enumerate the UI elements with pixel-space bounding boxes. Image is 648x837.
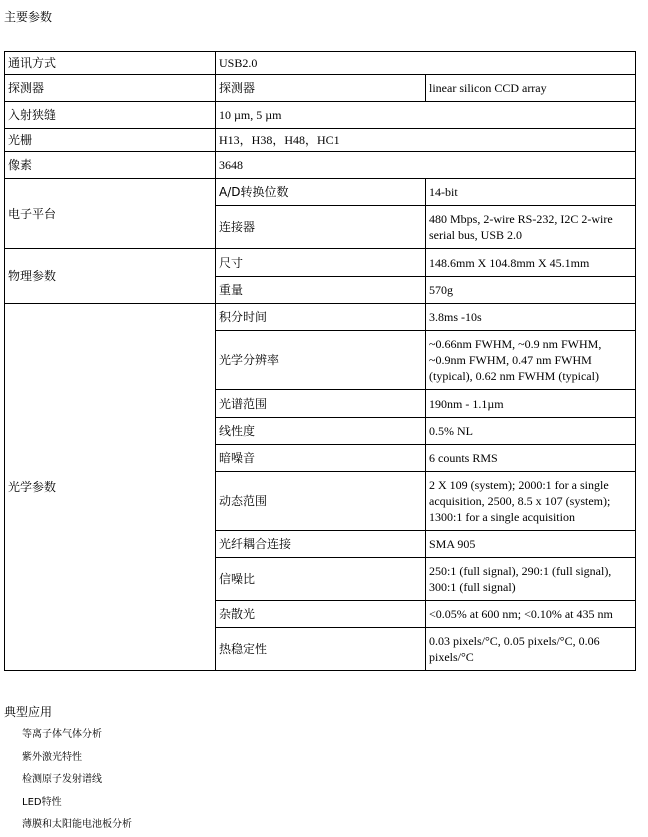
list-item: 薄膜和太阳能电池板分析 (22, 819, 132, 830)
pixels-label: 像素 (5, 152, 216, 179)
detector-sub-label: 探测器 (216, 75, 426, 102)
physical-label: 物理参数 (5, 249, 216, 304)
table-row (5, 249, 636, 277)
table-row (5, 304, 636, 331)
weight-label: 重量 (216, 277, 426, 304)
snr-value: 250:1 (full signal), 290:1 (full signal), 300:1 (full signal) (426, 558, 636, 601)
range-value: 190nm - 1.1µm (426, 390, 636, 418)
resolution-value: ~0.66nm FWHM, ~0.9 nm FWHM, ~0.9nm FWHM, 0.47 nm FWHM (typical), 0.62 nm FWHM (typical) (426, 331, 636, 390)
grating-value: H13，H38，H48，HC1 (216, 129, 636, 152)
table-row (5, 75, 636, 102)
integration-value: 3.8ms -10s (426, 304, 636, 331)
list-item: 检测原子发射谱线 (22, 774, 102, 785)
list-item: 紫外激光特性 (22, 751, 82, 763)
weight-value: 570g (426, 277, 636, 304)
dynamic-label: 动态范围 (216, 472, 426, 531)
noise-label: 暗噪音 (216, 445, 426, 472)
comm-value: USB2.0 (216, 52, 636, 75)
detector-value: linear silicon CCD array (426, 75, 636, 102)
thermal-label: 热稳定性 (216, 628, 426, 671)
detector-label: 探测器 (5, 75, 216, 102)
comm-label: 通讯方式 (5, 52, 216, 75)
fiber-label: 光纤耦合连接 (216, 531, 426, 558)
connector-value: 480 Mbps, 2-wire RS-232, I2C 2-wire serial bus, USB 2.0 (426, 206, 636, 249)
pixels-value: 3648 (216, 152, 636, 179)
ad-value: 14-bit (426, 179, 636, 206)
applications-title: 典型应用 (4, 705, 53, 719)
grating-label: 光栅 (5, 129, 216, 152)
stray-value: <0.05% at 600 nm; <0.10% at 435 nm (426, 601, 636, 628)
spec-table (4, 51, 636, 671)
optical-label: 光学参数 (5, 304, 216, 671)
ad-label: A/D转换位数 (216, 179, 426, 206)
fiber-value: SMA 905 (426, 531, 636, 558)
table-row (5, 129, 636, 152)
noise-value: 6 counts RMS (426, 445, 636, 472)
list-item: 等离子体气体分析 (22, 729, 102, 740)
table-row (5, 179, 636, 206)
size-label: 尺寸 (216, 249, 426, 277)
size-value: 148.6mm X 104.8mm X 45.1mm (426, 249, 636, 277)
stray-label: 杂散光 (216, 601, 426, 628)
table-row (5, 152, 636, 179)
applications-list (22, 724, 132, 837)
slit-label: 入射狭缝 (5, 102, 216, 129)
page-title: 主要参数 (4, 10, 53, 24)
dynamic-value: 2 X 109 (system); 2000:1 for a single acquisition, 2500, 8.5 x 107 (system); 1300:1 for a single acquisition (426, 472, 636, 531)
list-item: LED特性 (22, 796, 62, 808)
electronics-label: 电子平台 (5, 179, 216, 249)
integration-label: 积分时间 (216, 304, 426, 331)
resolution-label: 光学分辨率 (216, 331, 426, 390)
linearity-value: 0.5% NL (426, 418, 636, 445)
thermal-value: 0.03 pixels/°C, 0.05 pixels/°C, 0.06 pixels/°C (426, 628, 636, 671)
linearity-label: 线性度 (216, 418, 426, 445)
connector-label: 连接器 (216, 206, 426, 249)
range-label: 光谱范围 (216, 390, 426, 418)
table-row (5, 52, 636, 75)
table-row (5, 102, 636, 129)
snr-label: 信噪比 (216, 558, 426, 601)
slit-value: 10 µm, 5 µm (216, 102, 636, 129)
